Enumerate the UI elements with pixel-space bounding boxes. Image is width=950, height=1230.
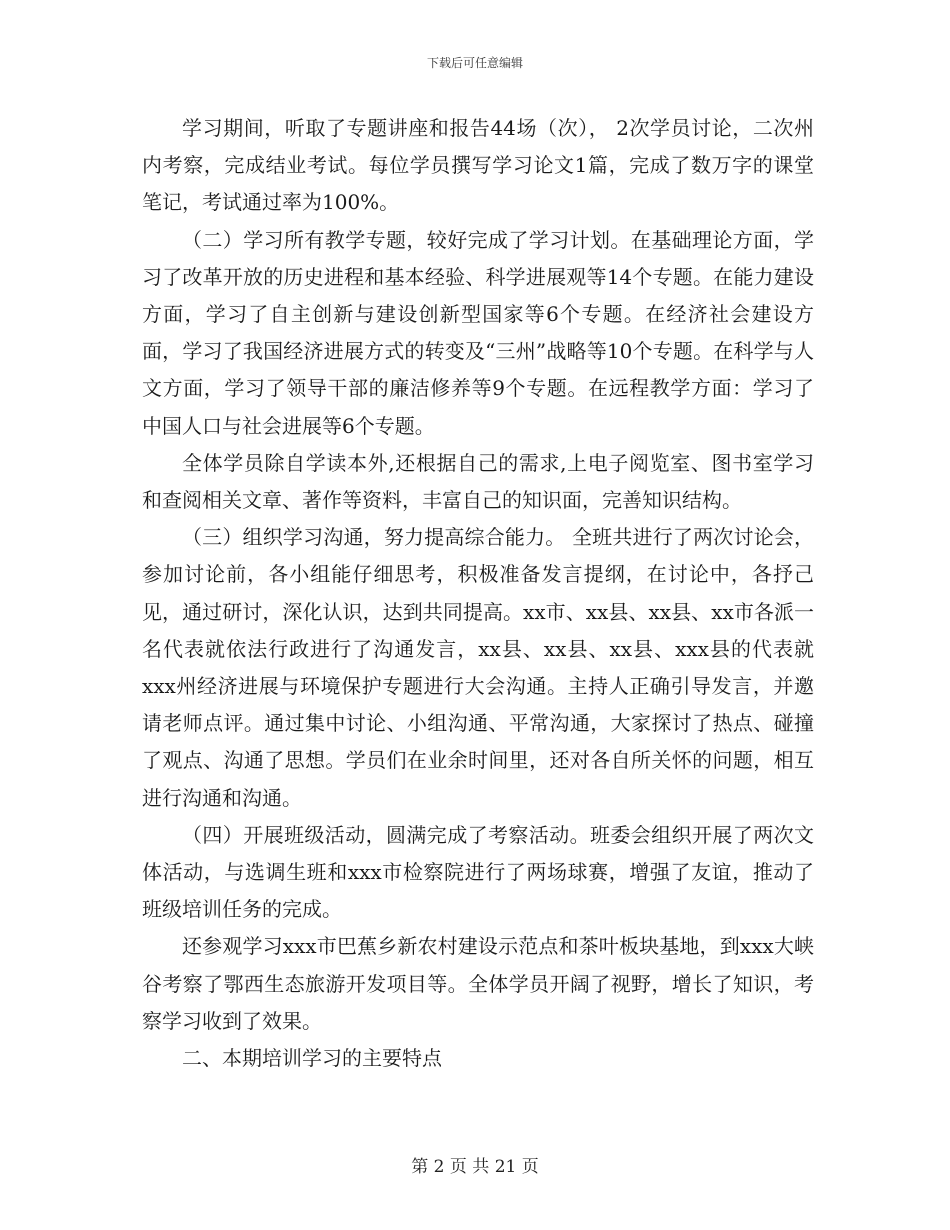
section-heading-features: 二、本期培训学习的主要特点: [182, 1046, 442, 1071]
paragraph-self-study: 全体学员除自学读本外,还根据自己的需求,上电子阅览室、图书室学习和查阅相关文章、著作等资料，丰富自己的知识面，完善知识结构。: [142, 450, 814, 513]
paragraph-site-visits: 还参观学习xxx市巴蕉乡新农村建设示范点和茶叶板块基地，到xxx大峡谷考察了鄂西生态旅游开发项目等。全体学员开阔了视野，增长了知识，考察学习收到了效果。: [142, 934, 814, 1033]
paragraph-communication: （三）组织学习沟通，努力提高综合能力。 全班共进行了两次讨论会，参加讨论前，各小组能仔细思考，积极准备发言提纲，在讨论中，各抒己见，通过研讨，深化认识，达到共同提高。xx市、xx县、xx县、xx市各派一名代表就依法行政进行了沟通发言，xx县、xx县、xx县、xxx县的代表就xxx州经济进展与环境保护专题进行大会沟通。主持人正确引导发言，并邀请老师点评。通过集中讨论、小组沟通、平常沟通，大家探讨了热点、碰撞了观点、沟通了思想。学员们在业余时间里，还对各自所关怀的问题，相互进行沟通和沟通。: [142, 525, 814, 810]
paragraph-study-summary: 学习期间，听取了专题讲座和报告44场（次）， 2次学员讨论，二次州内考察，完成结业考试。每位学员撰写学习论文1篇，完成了数万字的课堂笔记，考试通过率为100%。: [142, 116, 814, 215]
page-footer: 第 2 页 共 21 页: [411, 1157, 539, 1177]
paragraph-teaching-topics: （二）学习所有教学专题，较好完成了学习计划。在基础理论方面，学习了改革开放的历史进程和基本经验、科学进展观等14个专题。在能力建设方面，学习了自主创新与建设创新型国家等6个专题。在经济社会建设方面，学习了我国经济进展方式的转变及“三州”战略等10个专题。在科学与人文方面，学习了领导干部的廉洁修养等9个专题。在远程教学方面：学习了中国人口与社会进展等6个专题。: [142, 227, 814, 438]
paragraph-class-activities: （四）开展班级活动，圆满完成了考察活动。班委会组织开展了两次文体活动，与选调生班和xxx市检察院进行了两场球赛，增强了友谊，推动了班级培训任务的完成。: [142, 822, 814, 922]
document-body: [142, 110, 814, 1077]
page-header: 下载后可任意编辑: [426, 56, 523, 70]
